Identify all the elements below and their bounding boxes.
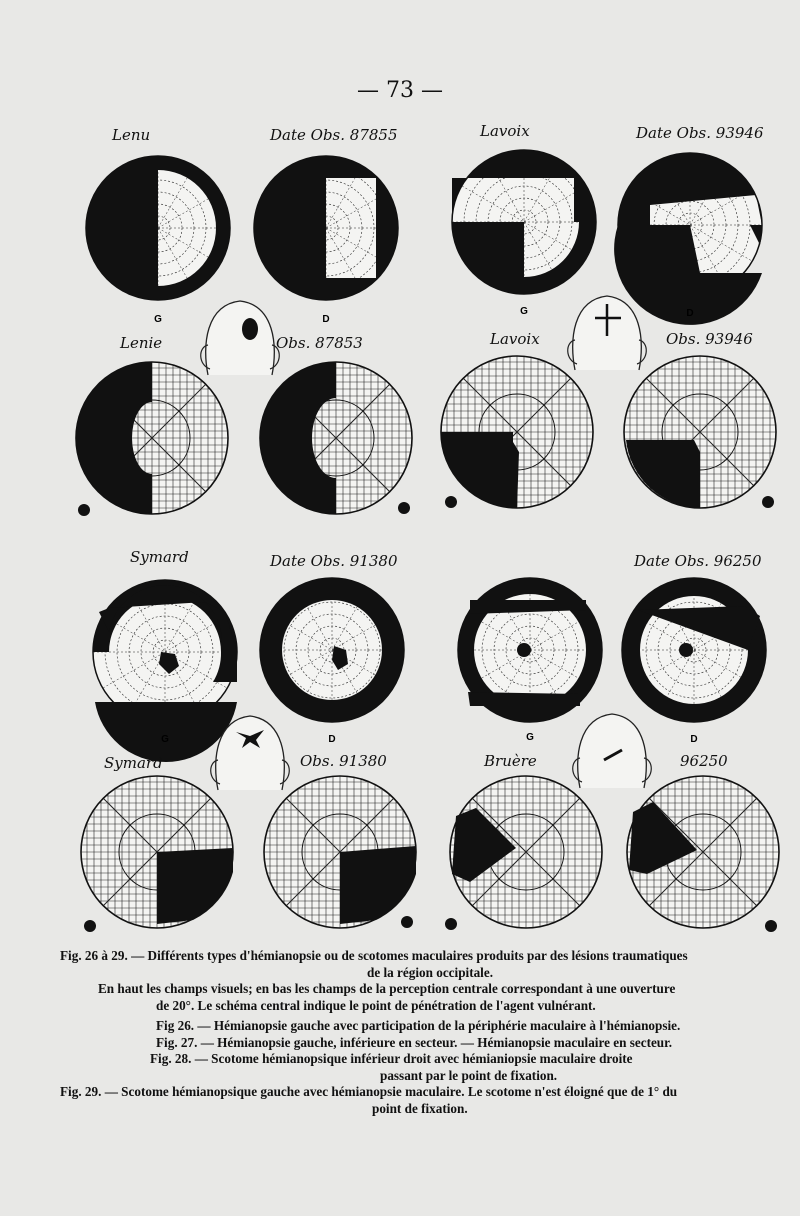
observation-date: Date Obs. 93946 xyxy=(636,124,764,142)
patient-name: Lavoix xyxy=(480,122,530,140)
field-28-central-left xyxy=(81,776,233,928)
eye-label-left: G xyxy=(526,732,534,743)
visual-field-figures xyxy=(0,110,800,940)
patient-name: Lenu xyxy=(112,126,151,144)
eye-label-right: D xyxy=(690,734,698,745)
patient-name: Lavoix xyxy=(490,330,540,348)
field-26-left xyxy=(86,156,230,300)
patient-name: Lenie xyxy=(120,334,163,352)
caption-line: Fig. 26 à 29. — Différents types d'hémianopsie ou de scotomes maculaires produits par des lésions traumatiques xyxy=(60,948,688,963)
figure-caption xyxy=(60,948,800,1117)
field-27-central-left xyxy=(441,356,593,508)
field-26-central-left xyxy=(76,362,228,514)
observation-number: Obs. 93946 xyxy=(666,330,753,348)
field-29-right xyxy=(622,578,766,722)
patient-name: Bruère xyxy=(484,752,537,770)
caption-line: de 20°. Le schéma central indique le point de pénétration de l'agent vulnérant. xyxy=(156,997,596,1013)
patient-name: Symard xyxy=(130,548,189,566)
field-28-central-right xyxy=(264,776,416,928)
page-number: — 73 — xyxy=(357,78,443,103)
caption-line: de la région occipitale. xyxy=(367,964,493,980)
observation-date: Date Obs. 87855 xyxy=(270,126,398,144)
eye-label-right: D xyxy=(686,308,694,319)
field-27-left xyxy=(452,150,596,294)
eye-label-left: G xyxy=(161,734,169,745)
observation-date: Date Obs. 91380 xyxy=(270,552,398,570)
caption-fig29: Fig. 29. — Scotome hémianopsique gauche avec hémianopsie maculaire. Le scotome n'est éloigné que de 1° du xyxy=(60,1084,678,1099)
field-29-left xyxy=(458,578,602,722)
head-diagram-27 xyxy=(568,296,647,370)
eye-label-left: G xyxy=(520,306,528,317)
caption-fig27: Fig. 27. — Hémianopsie gauche, inférieure en secteur. — Hémianopsie maculaire en secteur. xyxy=(156,1034,673,1050)
field-29-central-left xyxy=(450,776,602,928)
eye-label-right: D xyxy=(328,734,336,745)
observation-number: Obs. 91380 xyxy=(300,752,387,770)
head-diagram-29 xyxy=(573,714,652,788)
caption-fig29: point de fixation. xyxy=(372,1100,468,1116)
observation-number: Obs. 87853 xyxy=(276,334,363,352)
observation-number: 96250 xyxy=(680,752,728,770)
caption-line: En haut les champs visuels; en bas les champs de la perception centrale correspondant à une ouverture xyxy=(98,981,676,996)
field-27-central-right xyxy=(624,356,776,508)
head-diagram-26 xyxy=(201,301,280,375)
field-27-right xyxy=(614,153,762,325)
eye-label-left: G xyxy=(154,314,162,325)
field-26-central-right xyxy=(260,362,412,514)
caption-fig28: passant par le point de fixation. xyxy=(380,1067,558,1083)
patient-name: Symard xyxy=(104,754,163,772)
caption-fig28: Fig. 28. — Scotome hémianopsique inférieur droit avec hémianiopsie maculaire droite xyxy=(150,1051,633,1066)
field-28-right xyxy=(260,578,404,722)
caption-fig26: Fig 26. — Hémianopsie gauche avec participation de la périphérie maculaire à l'hémianopsie. xyxy=(156,1018,681,1033)
field-29-central-right xyxy=(627,776,779,928)
eye-label-right: D xyxy=(322,314,330,325)
field-26-right xyxy=(254,156,398,300)
observation-date: Date Obs. 96250 xyxy=(634,552,762,570)
